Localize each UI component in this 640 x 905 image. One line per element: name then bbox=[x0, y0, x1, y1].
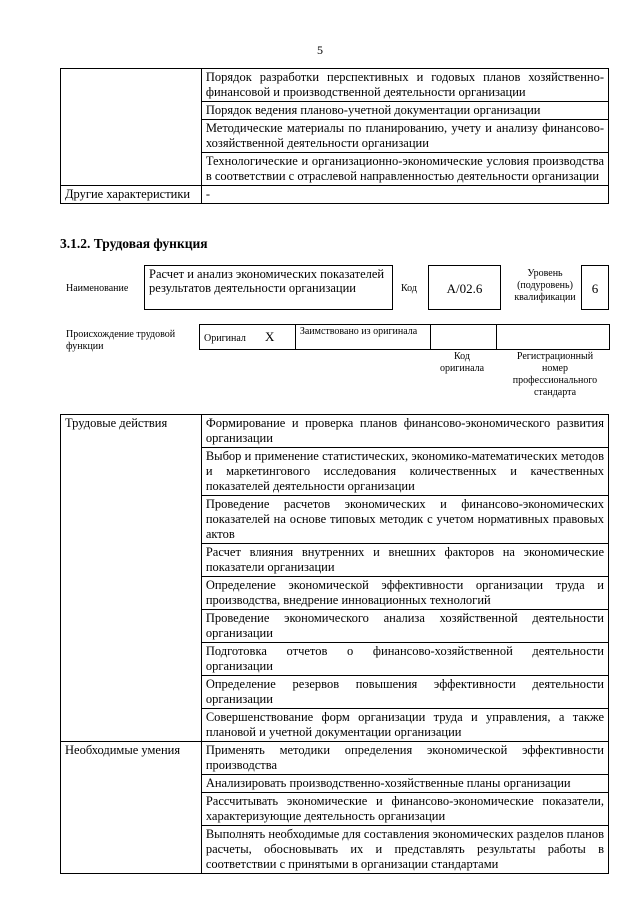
top-table bbox=[60, 68, 609, 204]
table-cell-label: Другие характеристики bbox=[61, 186, 202, 204]
borrowed-label: Заимствовано из оригинала bbox=[295, 325, 430, 350]
original-cell bbox=[200, 325, 296, 350]
table-cell: Определение экономической эффективности организации труда и производства, внедрение инновационных технологий bbox=[201, 577, 608, 610]
reg-number-cell bbox=[497, 325, 610, 350]
table-cell: Совершенствование форм организации труда и управления, а также плановой и учетной документации организации bbox=[201, 709, 608, 742]
table-cell: Применять методики определения экономической эффективности производства bbox=[201, 742, 608, 775]
reg-number-caption: Регистрационный номер профессионального стандарта bbox=[512, 351, 598, 398]
table-row bbox=[61, 186, 609, 204]
table-cell: Порядок разработки перспективных и годовых планов хозяйственно-финансовой и производственной деятельности организации bbox=[201, 69, 608, 102]
table-cell: Формирование и проверка планов финансово-экономического развития организации bbox=[201, 415, 608, 448]
group-label: Необходимые умения bbox=[61, 742, 202, 874]
code-original-caption: Код оригинала bbox=[439, 351, 485, 374]
name-value-box bbox=[144, 265, 393, 310]
table-row bbox=[61, 742, 609, 775]
level-value: 6 bbox=[591, 281, 599, 296]
origin-label: Происхождение трудовой функции bbox=[66, 329, 176, 352]
table-cell: Анализировать производственно-хозяйственные планы организации bbox=[201, 775, 608, 793]
origin-table bbox=[199, 324, 610, 350]
table-cell: Выполнять необходимые для составления экономических разделов планов расчеты, обосновывать их и представлять результаты работы в соответствии с принятыми в организации стандартами bbox=[201, 826, 608, 874]
code-value: А/02.6 bbox=[446, 281, 483, 296]
table-cell: - bbox=[201, 186, 608, 204]
table-cell-label bbox=[61, 69, 202, 186]
table-cell: Технологические и организационно-экономические условия производства в соответствии с отраслевой направленностью деятельности организации bbox=[201, 153, 608, 186]
table-cell: Проведение экономического анализа хозяйственной деятельности организации bbox=[201, 610, 608, 643]
original-mark: Х bbox=[265, 329, 275, 344]
level-label: Уровень (подуровень) квалификации bbox=[514, 268, 576, 303]
name-value: Расчет и анализ экономических показателей результатов деятельности организации bbox=[149, 267, 385, 295]
table-cell: Проведение расчетов экономических и финансово-экономических показателей на основе типовых методик с учетом нормативных правовых актов bbox=[201, 496, 608, 544]
table-cell: Определение резервов повышения эффективности деятельности организации bbox=[201, 676, 608, 709]
table-cell: Рассчитывать экономические и финансово-экономические показатели, характеризующие деятельность организации bbox=[201, 793, 608, 826]
table-row bbox=[61, 415, 609, 448]
table-cell: Подготовка отчетов о финансово-хозяйственной деятельности организации bbox=[201, 643, 608, 676]
name-label: Наименование bbox=[66, 283, 129, 294]
table-cell: Методические материалы по планированию, учету и анализу финансово-хозяйственной деятельности организации bbox=[201, 120, 608, 153]
main-table bbox=[60, 414, 609, 874]
table-cell: Выбор и применение статистических, экономико-математических методов и маркетингового исследования количественных и качественных показателей деятельности организации bbox=[201, 448, 608, 496]
original-label: Оригинал bbox=[204, 333, 246, 344]
table-cell: Расчет влияния внутренних и внешних факторов на экономические показатели организации bbox=[201, 544, 608, 577]
page-number: 5 bbox=[317, 43, 323, 57]
code-value-box bbox=[428, 265, 501, 310]
table-cell: Порядок ведения планово-учетной документации организации bbox=[201, 102, 608, 120]
section-title: 3.1.2. Трудовая функция bbox=[60, 236, 208, 251]
code-label: Код bbox=[401, 283, 417, 294]
code-original-cell bbox=[430, 325, 497, 350]
table-row bbox=[61, 69, 609, 102]
level-value-box bbox=[581, 265, 609, 310]
group-label: Трудовые действия bbox=[61, 415, 202, 742]
